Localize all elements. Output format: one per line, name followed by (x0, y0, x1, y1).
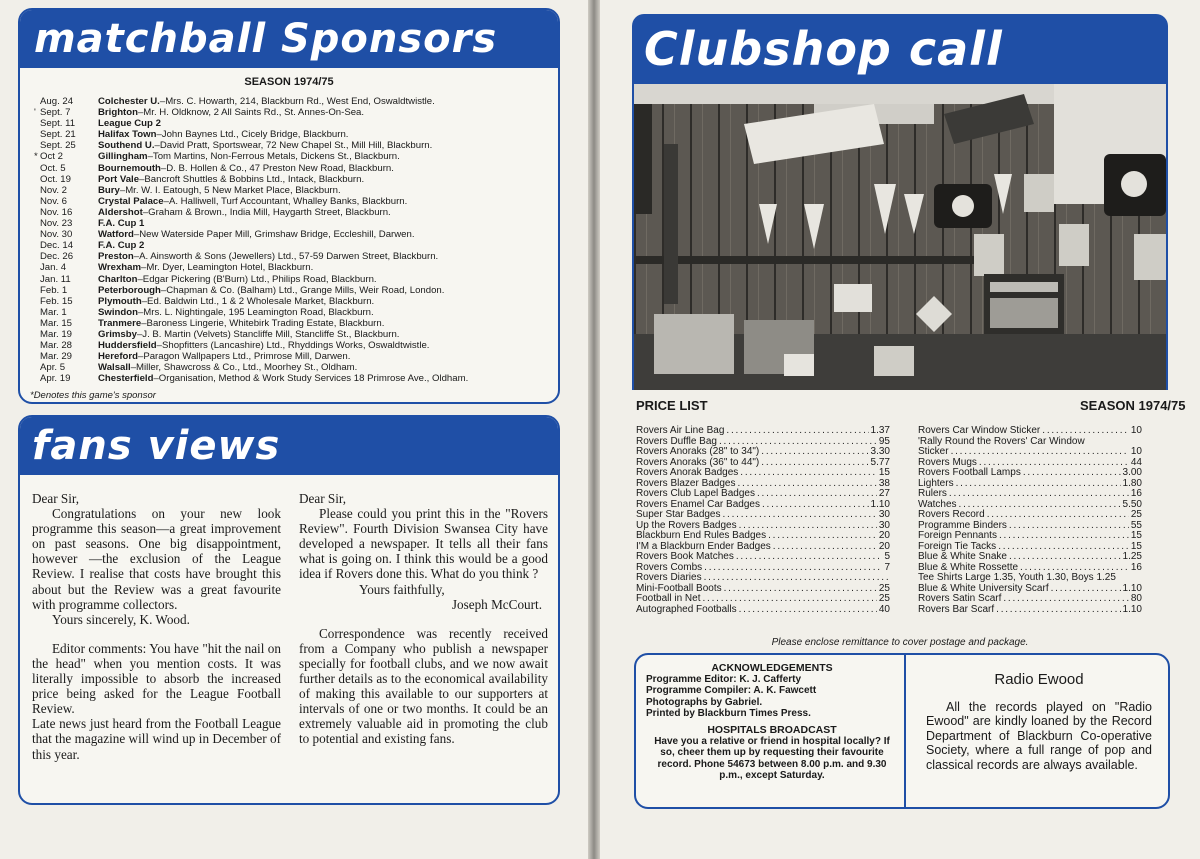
fixture-sponsor: –Mrs. L. Nightingale, 195 Leamington Road, Blackburn. (137, 306, 374, 318)
fixture-row (34, 262, 558, 273)
fixture-date: Nov. 16 (40, 206, 73, 218)
leader-dots (1051, 584, 1121, 595)
fixture-sponsor: –Paragon Wallpapers Ltd., Primrose Mill, Darwen. (137, 351, 351, 363)
fixture-row (34, 151, 558, 162)
price-item (636, 531, 890, 542)
fixture-sponsor: –A. Ainsworth & Sons (Jewellers) Ltd., 57-59 Darwen Street, Blackburn. (133, 251, 439, 263)
price-item-name: Blackburn End Rules Badges (636, 530, 767, 541)
price-item (918, 531, 1142, 542)
fixture-row (34, 274, 558, 285)
sponsors-season: SEASON 1974/75 (244, 76, 334, 88)
fixture-sponsor: –Chapman & Co. (Balham) Ltd., Grange Mills, Weir Road, London. (160, 284, 445, 296)
fixture-sponsor: –Miller, Shawcross & Co., Ltd., Moorhey St., Oldham. (130, 362, 358, 374)
fixture-sponsor: –Mrs. C. Howarth, 214, Blackburn Rd., West End, Oswaldtwistle. (159, 96, 435, 107)
price-list-right (918, 426, 1142, 615)
leader-dots (949, 489, 1129, 500)
letters-columns (20, 475, 558, 762)
fixture-row (34, 218, 558, 229)
price-item (918, 605, 1142, 616)
page-spine (588, 0, 600, 859)
fixture-date: Sept. 11 (40, 118, 76, 130)
fixture-opponent: Swindon (98, 306, 138, 318)
price-item-name: Rovers Car Window Sticker (918, 425, 1041, 436)
programme-editor: Programme Editor: K. J. Cafferty (646, 674, 802, 686)
price-item-price: 5.77 (870, 456, 890, 468)
letters-right-column (299, 491, 548, 762)
leader-dots (1009, 521, 1129, 532)
fixture-sponsor: –J. B. Martin (Velvets) Stancliffe Mill, Stancliffe St., Blackburn. (136, 328, 400, 340)
price-item-name: Rovers Air Line Bag (636, 425, 725, 436)
fixture-date: Oct. 19 (40, 173, 71, 185)
fixture-opponent: Charlton (98, 273, 138, 285)
fixture-date: Jan. 11 (40, 273, 71, 285)
price-item-price: 1.80 (1122, 477, 1142, 489)
radio-ewood-text: All the records played on "Radio Ewood" are kindly loaned by the Record Department of Blackburn Co-operative Society, where a full range of pop and classical records are always available. (926, 699, 1152, 772)
letter1-signoff: Yours sincerely, K. Wood. (52, 611, 190, 627)
fixture-date: Aug. 24 (40, 96, 74, 107)
leader-dots (951, 447, 1129, 458)
fixture-opponent: Gillingham (98, 151, 148, 163)
price-item-price: 55 (1130, 519, 1142, 531)
price-item (918, 552, 1142, 563)
fixture-list (20, 96, 558, 384)
price-item-name: Tee Shirts Large 1.35, Youth 1.30, Boys 1.25 (918, 572, 1116, 583)
fixture-row (34, 185, 558, 196)
fixture-row (34, 351, 558, 362)
fixture-sponsor: –Bancroft Shuttles & Bobbins Ltd., Intack, Blackburn. (139, 173, 365, 185)
letter1-salutation: Dear Sir, (32, 491, 80, 506)
price-item-name: Sticker (918, 446, 949, 457)
radio-ewood-title: Radio Ewood (994, 671, 1084, 688)
letter2-body: Please could you print this in the "Rovers Review". Fourth Division Swansea City have developed a newspaper. It tells all their fans what is going on. I think this would be a good idea if Rovers done this. What do you think ? (299, 506, 548, 582)
leader-dots (740, 468, 877, 479)
fixture-date: Dec. 14 (40, 240, 74, 252)
price-item-name: Rovers Anorak Badges (636, 467, 739, 478)
price-item (918, 426, 1142, 437)
price-item (636, 510, 890, 521)
fixture-date: Feb. 1 (40, 284, 68, 296)
price-item-price: 25 (1130, 509, 1142, 520)
leader-dots (999, 531, 1129, 542)
price-list-label: PRICE LIST (636, 398, 708, 413)
price-item-price: 3.30 (870, 446, 890, 457)
price-item-name: Programme Binders (918, 519, 1007, 531)
letter1-body: Congratulations on your new look programme this season—a great improvement on past seasons. One big disappointment, however —the exclusion of the League Review. I realise that costs have brought this about but the Review was a great favourite with programme collectors. (32, 506, 281, 612)
price-item-name: Rovers Duffle Bag (636, 435, 717, 447)
price-item-price: 30 (878, 519, 890, 531)
price-item (636, 489, 890, 500)
fixture-date: Nov. 2 (40, 184, 68, 196)
price-item (918, 437, 1142, 448)
fixture-opponent: Brighton (98, 107, 138, 119)
price-item-price: 27 (878, 488, 890, 499)
matchball-sponsors-panel (18, 8, 560, 404)
price-item-name: Blue & White Rossette (918, 561, 1019, 573)
radio-ewood-section (908, 655, 1168, 807)
price-item-price: 30 (878, 509, 890, 520)
price-item (918, 479, 1142, 490)
price-item-name: Rovers Football Lamps (918, 467, 1021, 478)
price-item-price: 15 (1130, 540, 1142, 552)
price-item-name: Rovers Bar Scarf (918, 603, 995, 615)
fixture-row (34, 318, 558, 329)
fixture-row (34, 240, 558, 251)
price-item-name: Foreign Pennants (918, 530, 997, 541)
price-item-name: Blue & White Snake (918, 551, 1007, 562)
price-item-price: 16 (1130, 488, 1142, 499)
fixture-date: Mar. 15 (40, 317, 72, 329)
fixture-opponent: Chesterfield (98, 373, 154, 385)
fixture-row (34, 96, 558, 107)
price-item-price: 1.10 (1122, 603, 1142, 615)
fixture-sponsor: –David Pratt, Sportswear, 72 New Chapel St., Mill Hill, Blackburn. (154, 140, 433, 152)
acknowledgements-section (636, 655, 906, 807)
price-item-name: 'Rally Round the Rovers' Car Window (918, 435, 1085, 447)
fixture-sponsor: –Baroness Lingerie, Whitebirk Trading Estate, Blackburn. (141, 317, 385, 329)
price-item-name: Rovers Enamel Car Badges (636, 498, 760, 510)
hospitals-broadcast-text: Have you a relative or friend in hospital locally? If so, cheer them up by requesting their favourite record. Phone 54673 between 8.00 p.m. and 9.30 p.m., except Saturday. (654, 736, 890, 781)
fixture-date: Dec. 26 (40, 251, 74, 263)
leader-dots (738, 479, 877, 490)
fixture-sponsor: –Mr. W. I. Eatough, 5 New Market Place, Blackburn. (119, 184, 341, 196)
fixture-sponsor: –Edgar Pickering (B'Burn) Ltd., Philips Road, Blackburn. (137, 273, 377, 285)
clubshop-photo-image (634, 84, 1168, 390)
sponsor-footnote: *Denotes this game's sponsor (30, 390, 156, 402)
price-item-name: Rovers Blazer Badges (636, 477, 736, 489)
price-item (636, 594, 890, 605)
price-item-name: Rovers Satin Scarf (918, 593, 1002, 604)
price-item (918, 594, 1142, 605)
fixture-date: Oct. 5 (40, 162, 66, 174)
leader-dots (761, 458, 868, 469)
sponsors-title: matchball Sponsors (20, 10, 558, 68)
fixture-date: Feb. 15 (40, 295, 73, 307)
price-item-price: 80 (1130, 593, 1142, 604)
price-item-name: Rovers Combs (636, 561, 703, 573)
leader-dots (1009, 552, 1121, 563)
fixture-row (34, 174, 558, 185)
clubshop-title: Clubshop call (632, 14, 1168, 84)
price-item (636, 426, 890, 437)
remittance-note: Please enclose remittance to cover postage and package. (771, 637, 1029, 648)
price-item-name: Rovers Anoraks (36" to 44") (636, 456, 760, 468)
price-item-price: 1.25 (1122, 551, 1142, 562)
leader-dots (987, 510, 1129, 521)
leader-dots (702, 594, 876, 605)
price-item-price: 25 (878, 582, 890, 594)
fixture-mark: ' (34, 107, 36, 119)
price-item-price: 15 (1130, 530, 1142, 541)
fixture-opponent: Southend U. (98, 140, 155, 152)
editor-comment: Editor comments: You have "hit the nail on the head" when you mention costs. It was literally impossible to absorb the increased price being asked for the League Football Review. (32, 640, 281, 717)
price-item-price: 25 (878, 593, 890, 604)
fixture-row (34, 140, 558, 151)
price-item-name: Blue & White University Scarf (918, 582, 1049, 594)
price-item-name: Autographed Footballs (636, 603, 737, 615)
leader-dots (724, 584, 877, 595)
price-item (636, 468, 890, 479)
fixture-row (34, 340, 558, 351)
leader-dots (998, 542, 1129, 553)
fixture-row (34, 229, 558, 240)
fixture-sponsor: –Organisation, Method & Work Study Services 18 Primrose Ave., Oldham. (153, 373, 469, 385)
price-item-price: 5 (884, 551, 890, 562)
fixture-sponsor: –Shopfitters (Lancashire) Ltd., Rhyddings Works, Oswaldtwistle. (156, 340, 430, 352)
price-item (918, 510, 1142, 521)
fixture-opponent: League Cup 2 (98, 118, 161, 130)
price-item-name: Up the Rovers Badges (636, 519, 737, 531)
price-item-price: 38 (878, 477, 890, 489)
price-item-price: 1.37 (870, 425, 890, 436)
price-item-name: Rovers Book Matches (636, 551, 734, 562)
fixture-opponent: Walsall (98, 362, 131, 374)
fixture-sponsor: –New Waterside Paper Mill, Grimshaw Bridge, Eccleshill, Darwen. (133, 229, 415, 241)
price-item-price: 7 (884, 561, 890, 573)
fixture-sponsor: –Mr. Dyer, Leamington Hotel, Blackburn. (141, 262, 314, 274)
fixture-opponent: Hereford (98, 351, 138, 363)
price-item-name: Rovers Anoraks (28" to 34") (636, 446, 760, 457)
price-item-price: 40 (878, 603, 890, 615)
price-item-name: Mini-Football Boots (636, 582, 722, 594)
acknowledgements-panel (634, 653, 1170, 809)
price-list-left (636, 426, 890, 615)
price-item-price: 3.00 (1122, 467, 1142, 478)
price-item (636, 552, 890, 563)
fixture-date: Mar. 19 (40, 328, 72, 340)
fixture-row (34, 296, 558, 307)
fixture-row (34, 196, 558, 207)
fixture-opponent: Wrexham (98, 262, 142, 274)
fixture-mark: * (34, 151, 38, 163)
fixture-date: Jan. 4 (40, 262, 67, 274)
price-item-price: 1.10 (870, 498, 890, 510)
fixture-opponent: Aldershot (98, 206, 143, 218)
price-item-price: 44 (1130, 456, 1142, 468)
fixture-sponsor: –D. B. Hollen & Co., 47 Preston New Road, Blackburn. (160, 162, 394, 174)
leader-dots (1042, 426, 1129, 437)
fixture-row (34, 163, 558, 174)
fixture-date: Sept. 25 (40, 140, 76, 152)
fixture-opponent: Crystal Palace (98, 195, 164, 207)
price-item-price: 20 (878, 540, 890, 552)
fixture-opponent: Grimsby (98, 328, 137, 340)
fixture-opponent: F.A. Cup 2 (98, 240, 145, 252)
price-item-price: 1.10 (1122, 582, 1142, 594)
leader-dots (1023, 468, 1121, 479)
leader-dots (726, 426, 868, 437)
leader-dots (762, 500, 869, 511)
hospitals-broadcast-heading: HOSPITALS BROADCAST (707, 724, 837, 737)
price-item-name: Watches (918, 498, 957, 510)
leader-dots (1003, 594, 1129, 605)
fixture-date: Sept. 7 (40, 107, 71, 119)
fixture-opponent: Preston (98, 251, 134, 263)
fixture-opponent: Plymouth (98, 295, 142, 307)
fixture-row (34, 307, 558, 318)
fixture-date: Nov. 23 (40, 218, 73, 230)
price-item-name: Lighters (918, 477, 954, 489)
fixture-row (34, 285, 558, 296)
leader-dots (739, 605, 877, 616)
leader-dots (704, 573, 888, 584)
leader-dots (761, 447, 868, 458)
price-item (918, 489, 1142, 500)
fixture-date: Mar. 29 (40, 351, 72, 363)
leader-dots (757, 489, 877, 500)
fixture-date: Nov. 30 (40, 229, 73, 241)
leader-dots (956, 479, 1121, 490)
price-item-name: Foreign Tie Tacks (918, 540, 997, 552)
price-item-price: 5.50 (1122, 498, 1142, 510)
late-news: Late news just heard from the Football League that the magazine will wind up in December of this year. (32, 716, 281, 762)
photographs-credit: Photographs by Gabriel. (646, 696, 763, 708)
price-list-season: SEASON 1974/75 (1080, 398, 1186, 413)
fixture-opponent: Halifax Town (98, 129, 157, 141)
fixture-sponsor: –Graham & Brown., India Mill, Haygarth Street, Blackburn. (142, 206, 391, 218)
fans-views-title: fans views (20, 417, 558, 475)
price-item (636, 605, 890, 616)
price-item-name: Rovers Club Lapel Badges (636, 488, 755, 499)
fixture-row (34, 129, 558, 140)
correspondence-text: Correspondence was recently received from a Company who publish a newspaper specially for football clubs, and we now await further details as to the economical availability of making this available to our supporters at intervals of one or two months. It could be an extremely valuable aid in promoting the club to potential and existing fans. (299, 625, 548, 747)
leader-dots (723, 510, 877, 521)
price-item-name: Rovers Mugs (918, 456, 977, 468)
fixture-row (34, 251, 558, 262)
letter2-signoff: Yours faithfully, (359, 581, 445, 597)
fans-views-panel (18, 415, 560, 805)
price-item (918, 468, 1142, 479)
fixture-sponsor: –John Baynes Ltd., Cicely Bridge, Blackburn. (156, 129, 349, 141)
leader-dots (736, 552, 883, 563)
printer-credit: Printed by Blackburn Times Press. (646, 707, 811, 719)
fixture-opponent: Port Vale (98, 173, 140, 185)
letter2-salutation: Dear Sir, (299, 491, 347, 506)
fixture-row (34, 207, 558, 218)
leader-dots (768, 531, 877, 542)
letter2-name: Joseph McCourt. (451, 596, 542, 612)
price-item-name: Rovers Diaries (636, 572, 702, 583)
fixture-sponsor: –Ed. Baldwin Ltd., 1 & 2 Wholesale Market, Blackburn. (141, 295, 375, 307)
fixture-date: Oct 2 (40, 151, 63, 163)
price-item-price: 15 (878, 467, 890, 478)
price-item (636, 447, 890, 458)
fixture-date: Apr. 5 (40, 362, 66, 374)
fixture-sponsor: –A. Halliwell, Turf Accountant, Whalley Banks, Blackburn. (163, 195, 408, 207)
fixture-date: Apr. 19 (40, 373, 71, 385)
fixture-row (34, 107, 558, 118)
price-item-price: 16 (1130, 561, 1142, 573)
fixture-sponsor: –Tom Martins, Non-Ferrous Metals, Dickens St., Blackburn. (147, 151, 400, 163)
fixture-row (34, 373, 558, 384)
price-item (918, 447, 1142, 458)
price-item-price: 95 (878, 435, 890, 447)
price-item-price: 10 (1130, 446, 1142, 457)
letters-left-column (32, 491, 281, 762)
leader-dots (704, 563, 882, 574)
fixture-opponent: Tranmere (98, 317, 142, 329)
price-item-name: Super Star Badges (636, 509, 721, 520)
price-item-name: Football in Net (636, 593, 701, 604)
clubshop-photo (632, 84, 1168, 390)
fixture-date: Mar. 1 (40, 306, 67, 318)
fixture-opponent: Bournemouth (98, 162, 161, 174)
price-item-price: 10 (1130, 425, 1142, 436)
fixture-opponent: F.A. Cup 1 (98, 218, 145, 230)
fixture-date: Mar. 28 (40, 340, 72, 352)
price-item (636, 573, 890, 584)
price-item-name: Rulers (918, 488, 947, 499)
fixture-date: Sept. 21 (40, 129, 76, 141)
fixture-sponsor: –Mr. H. Oldknow, 2 All Saints Rd., St. Annes-On-Sea. (137, 107, 365, 119)
fixture-opponent: Peterborough (98, 284, 161, 296)
leader-dots (773, 542, 877, 553)
price-item-price: 20 (878, 530, 890, 541)
fixture-opponent: Watford (98, 229, 134, 241)
acknowledgements-heading: ACKNOWLEDGEMENTS (711, 662, 833, 674)
fixture-row (34, 118, 558, 129)
fixture-opponent: Colchester U. (98, 96, 160, 107)
fixture-row (34, 362, 558, 373)
fixture-date: Nov. 6 (40, 195, 68, 207)
fixture-row (34, 329, 558, 340)
leader-dots (996, 605, 1120, 616)
programme-compiler: Programme Compiler: A. K. Fawcett (646, 685, 817, 697)
price-item (918, 573, 1142, 584)
price-item-name: Rovers Record (918, 509, 985, 520)
price-item-name: I'M a Blackburn Ender Badges (636, 540, 771, 552)
fixture-opponent: Huddersfield (98, 340, 157, 352)
fixture-opponent: Bury (98, 184, 120, 196)
